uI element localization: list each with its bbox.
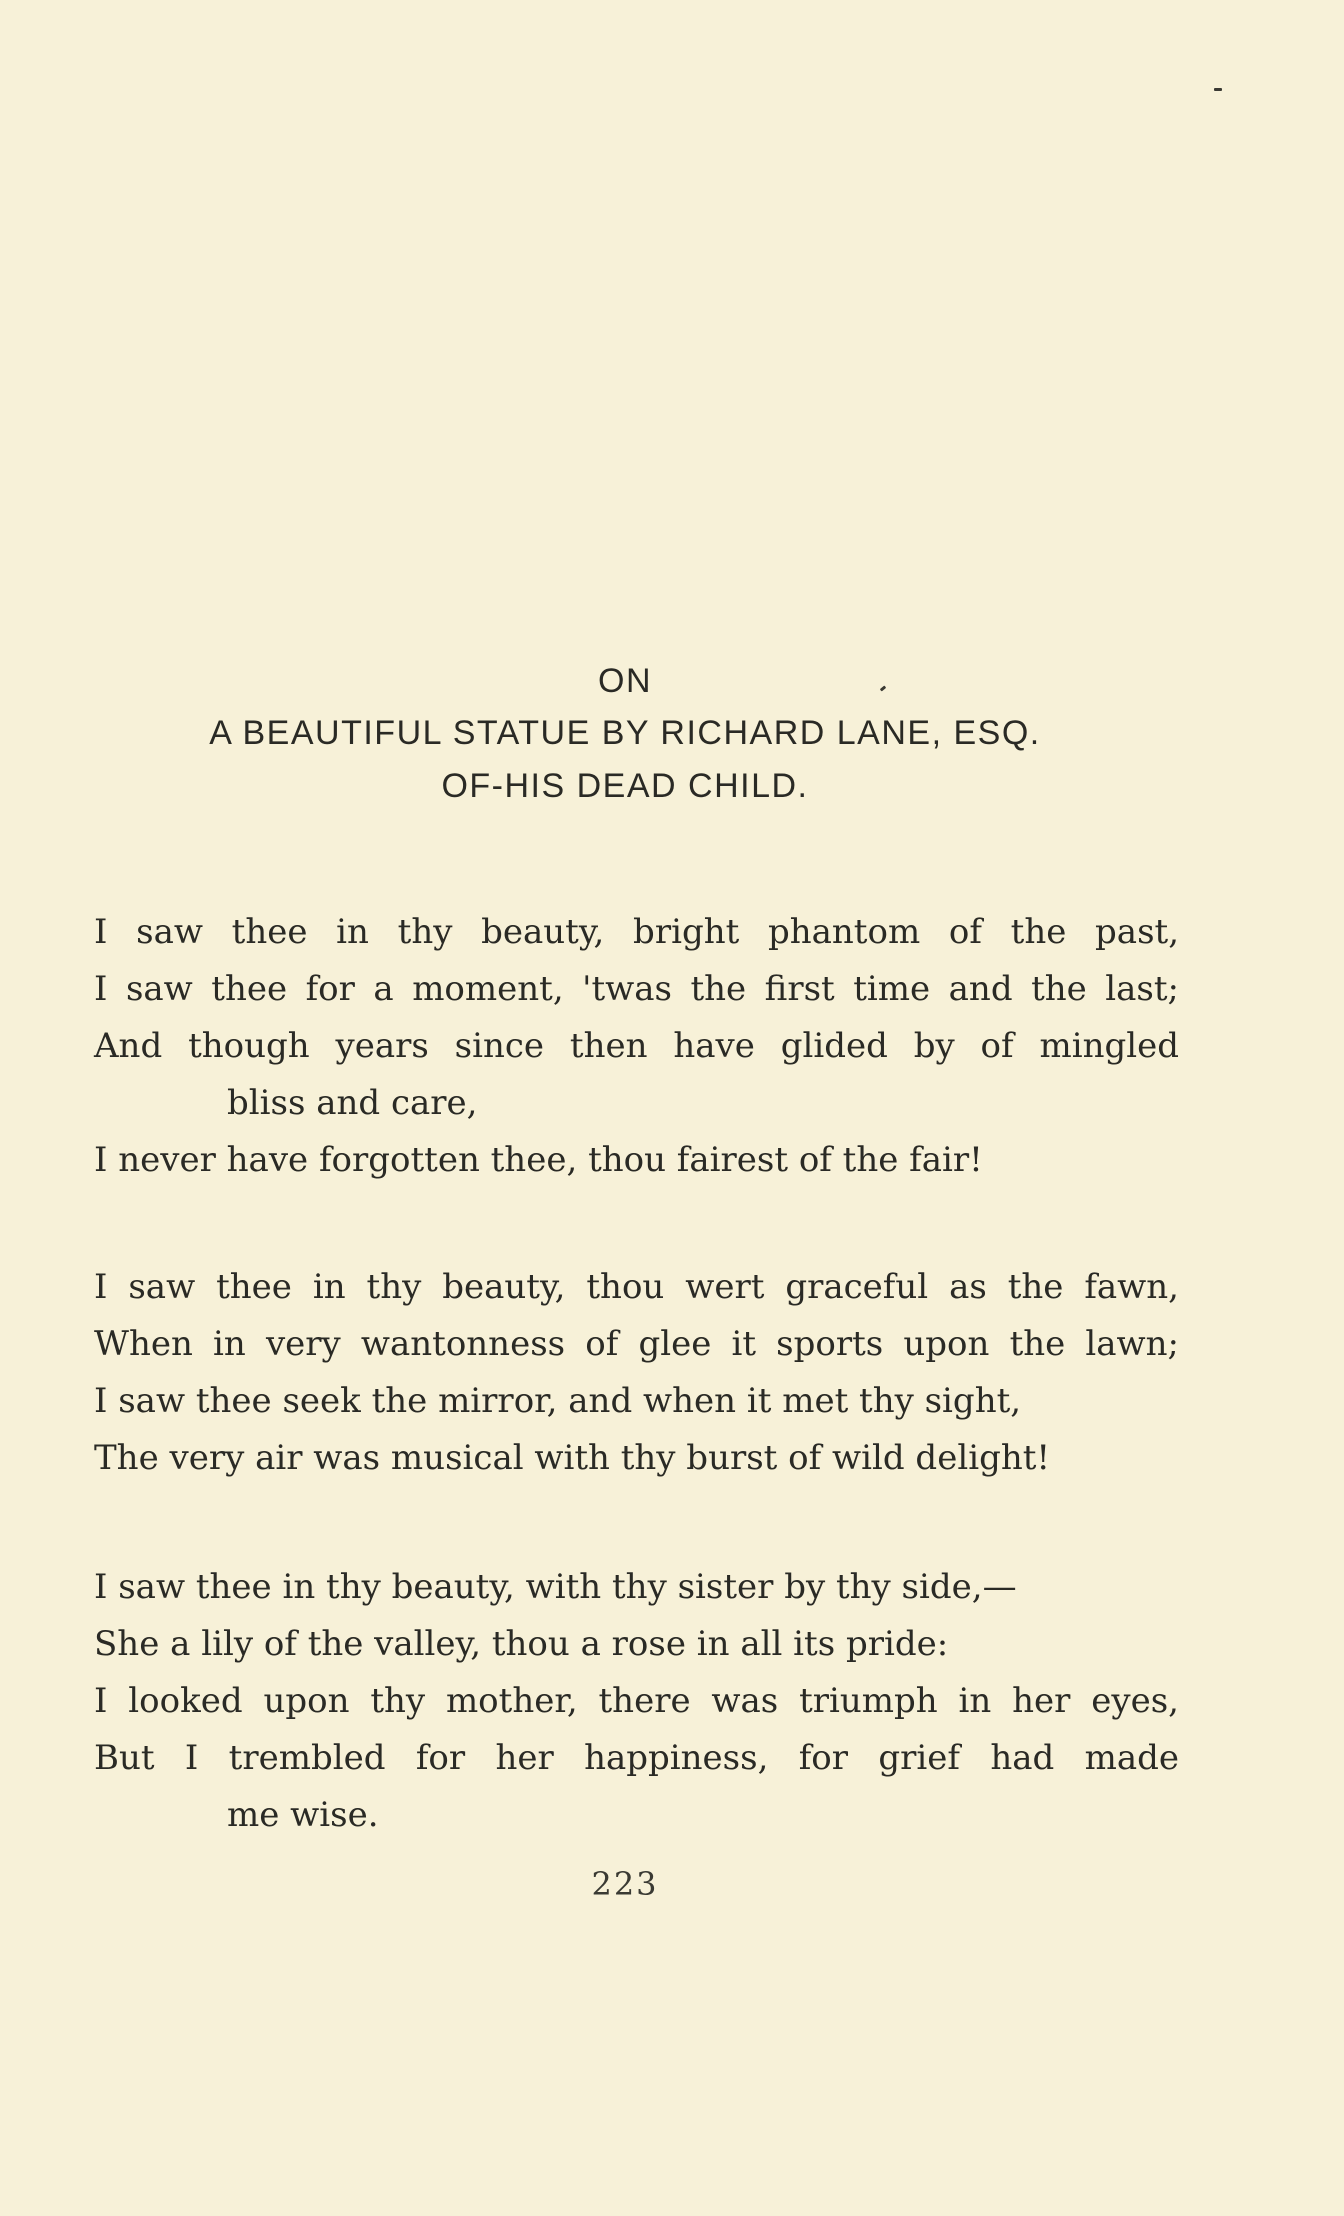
stanza-1 — [94, 904, 1179, 1189]
poem-title-subject: A BEAUTIFUL STATUE BY RICHARD LANE, ESQ. — [209, 714, 1041, 752]
poem-line: But I trembled for her happiness, for grief had made — [94, 1738, 1179, 1778]
poem-line: bliss and care, — [227, 1083, 478, 1123]
poem-line: She a lily of the valley, thou a rose in all its pride: — [94, 1624, 949, 1664]
poem-title-dedication: OF-HIS DEAD CHILD. — [441, 767, 809, 805]
poem-line: I saw thee in thy beauty, with thy sister by thy side,— — [94, 1567, 1017, 1607]
poem-line: I saw thee seek the mirror, and when it met thy sight, — [94, 1381, 1022, 1421]
poem-line: I looked upon thy mother, there was triumph in her eyes, — [94, 1681, 1179, 1721]
poem-line: When in very wantonness of glee it sports upon the lawn; — [94, 1324, 1179, 1364]
stanza-2 — [94, 1259, 1179, 1487]
poem-line: I saw thee in thy beauty, thou wert graceful as the fawn, — [94, 1267, 1179, 1307]
poem-line: I saw thee for a moment, 'twas the first time and the last; — [94, 969, 1179, 1009]
poem-line: And though years since then have glided by of mingled — [94, 1026, 1179, 1066]
poem-line: I never have forgotten thee, thou fairest of the fair! — [94, 1140, 983, 1180]
poem-line: me wise. — [227, 1795, 379, 1835]
poem-line: I saw thee in thy beauty, bright phantom of the past, — [94, 912, 1179, 952]
ink-speck — [1214, 88, 1222, 91]
stanza-3 — [94, 1559, 1179, 1844]
poem-title-on: ON — [598, 662, 652, 700]
page-number: 223 — [591, 1865, 659, 1903]
poem-line: The very air was musical with thy burst of wild delight! — [94, 1438, 1051, 1478]
